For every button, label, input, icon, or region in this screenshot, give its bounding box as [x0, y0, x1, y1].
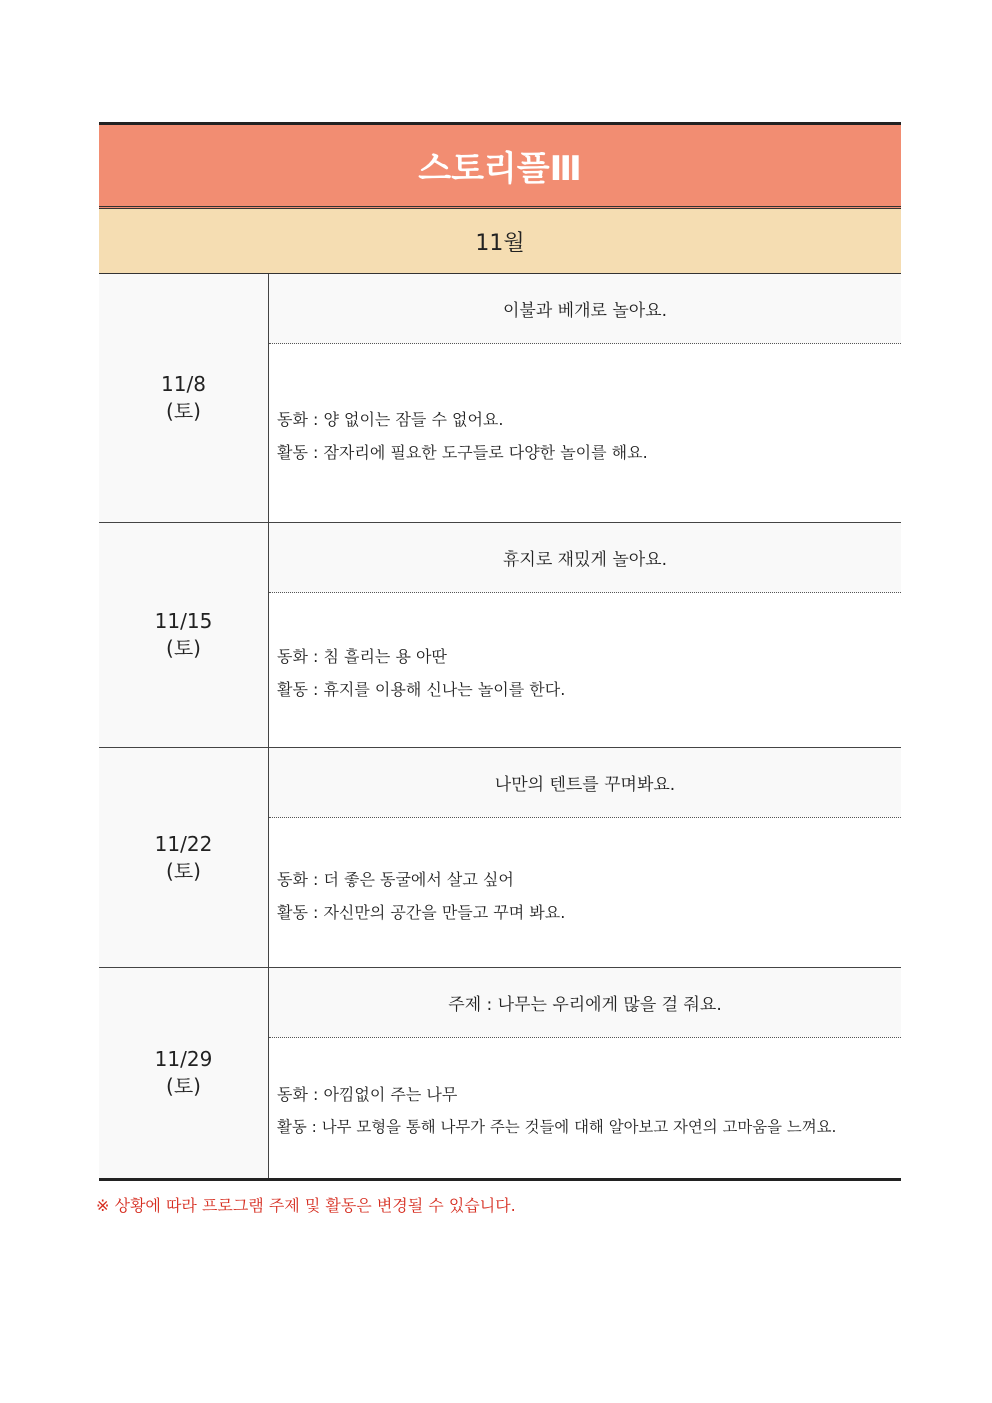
session-details — [269, 1038, 901, 1178]
session-date-cell — [99, 968, 269, 1178]
session-story: 동화 : 더 좋은 동굴에서 살고 싶어 — [277, 869, 514, 889]
session-content — [269, 748, 901, 967]
session-topic: 이불과 베개로 놀아요. — [269, 274, 901, 344]
session-details — [269, 593, 901, 747]
session-row — [99, 968, 901, 1178]
session-details — [269, 344, 901, 522]
session-story: 동화 : 양 없이는 잠들 수 없어요. — [277, 410, 504, 429]
session-day: (토) — [166, 636, 201, 660]
session-activity: 활동 : 자신만의 공간을 만들고 꾸며 봐요. — [277, 902, 566, 922]
session-content — [269, 274, 901, 522]
session-date: 11/15 — [154, 609, 213, 633]
session-topic: 휴지로 재밌게 놀아요. — [269, 523, 901, 593]
session-date-cell — [99, 274, 269, 522]
session-content — [269, 968, 901, 1178]
session-topic: 나만의 텐트를 꾸며봐요. — [269, 748, 901, 818]
session-story: 동화 : 침 흘리는 용 아딴 — [277, 647, 447, 666]
session-details — [269, 818, 901, 967]
session-story: 동화 : 아낌없이 주는 나무 — [277, 1085, 458, 1104]
session-date: 11/8 — [161, 372, 206, 396]
session-day: (토) — [166, 1074, 201, 1098]
session-day: (토) — [166, 399, 201, 423]
session-activity: 활동 : 나무 모형을 통해 나무가 주는 것들에 대해 알아보고 자연의 고마움을 느껴요. — [277, 1118, 837, 1136]
session-row — [99, 274, 901, 523]
session-activity: 활동 : 잠자리에 필요한 도구들로 다양한 놀이를 해요. — [277, 443, 648, 462]
session-date: 11/22 — [154, 831, 213, 856]
change-notice: ※ 상황에 따라 프로그램 주제 및 활동은 변경될 수 있습니다. — [96, 1196, 516, 1215]
program-title: 스토리플Ⅲ — [99, 125, 901, 209]
session-day: (토) — [166, 858, 201, 883]
session-row — [99, 748, 901, 968]
session-row — [99, 523, 901, 748]
session-content — [269, 523, 901, 747]
session-date: 11/29 — [154, 1047, 213, 1071]
session-activity: 활동 : 휴지를 이용해 신나는 놀이를 한다. — [277, 680, 566, 699]
session-date-cell — [99, 523, 269, 747]
session-date-cell — [99, 748, 269, 967]
month-heading: 11월 — [99, 209, 901, 274]
session-topic: 주제 : 나무는 우리에게 많을 걸 줘요. — [269, 968, 901, 1038]
program-schedule-table — [99, 122, 901, 1181]
